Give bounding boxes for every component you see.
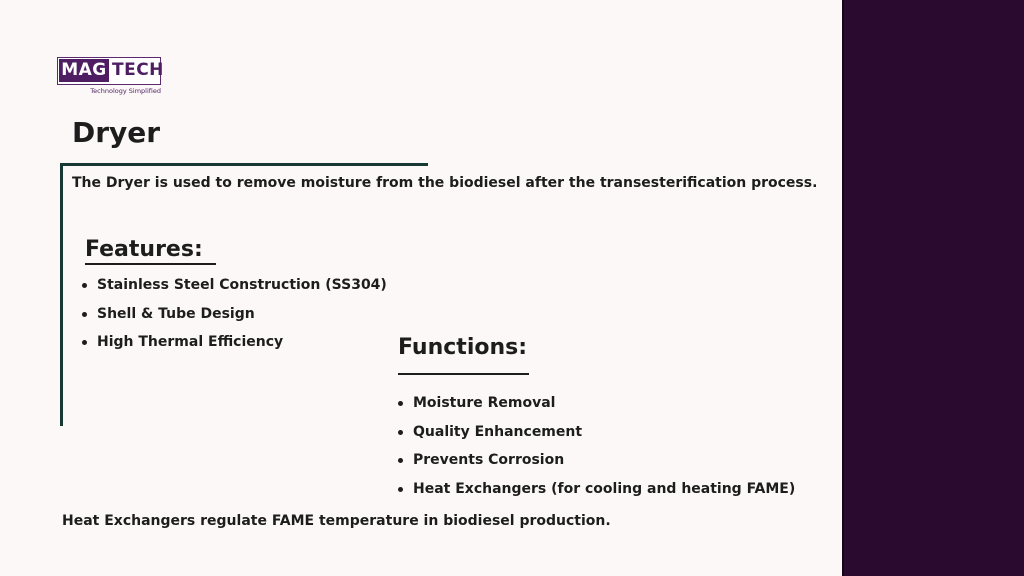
list-item-label: Shell & Tube Design xyxy=(97,305,255,322)
left-accent-bar xyxy=(60,164,63,426)
functions-list xyxy=(398,393,795,507)
list-item-feature xyxy=(82,332,387,361)
list-item-label: Moisture Removal xyxy=(413,395,556,411)
logo-frame xyxy=(57,57,164,85)
top-divider xyxy=(60,163,428,166)
list-item-feature xyxy=(82,275,387,304)
bullet-icon xyxy=(398,458,403,463)
bullet-icon xyxy=(398,430,403,435)
list-item-function xyxy=(398,450,795,479)
bullet-icon xyxy=(82,283,87,288)
features-heading: Features: xyxy=(85,237,203,262)
functions-heading: Functions: xyxy=(398,335,528,360)
page-title: Dryer xyxy=(72,116,161,149)
list-item-label: Quality Enhancement xyxy=(413,423,583,440)
footer-note: Heat Exchangers regulate FAME temperature in biodiesel production. xyxy=(62,513,611,529)
functions-underline xyxy=(398,373,529,375)
bullet-icon xyxy=(398,401,403,406)
bullet-icon xyxy=(82,340,87,345)
list-item-function xyxy=(398,422,795,451)
side-panel xyxy=(842,0,1024,576)
description-text: The Dryer is used to remove moisture from the biodiesel after the transesterification process. xyxy=(72,175,818,191)
logo-mag-text: MAG xyxy=(59,59,109,82)
logo-tagline: Technology Simplified xyxy=(90,87,161,95)
bullet-icon xyxy=(398,487,403,492)
logo-tech-text: TECH xyxy=(112,60,164,80)
list-item-label: Prevents Corrosion xyxy=(413,452,565,468)
list-item-label: Stainless Steel Construction (SS304) xyxy=(97,277,387,293)
list-item-function xyxy=(398,393,795,422)
features-underline xyxy=(85,263,216,265)
magtech-logo xyxy=(57,57,163,97)
list-item-feature xyxy=(82,304,387,333)
list-item-label: Heat Exchangers (for cooling and heating FAME) xyxy=(413,480,796,497)
bullet-icon xyxy=(82,312,87,317)
features-list xyxy=(82,275,387,361)
list-item-label: High Thermal Efficiency xyxy=(97,334,284,350)
list-item-function xyxy=(398,479,795,508)
